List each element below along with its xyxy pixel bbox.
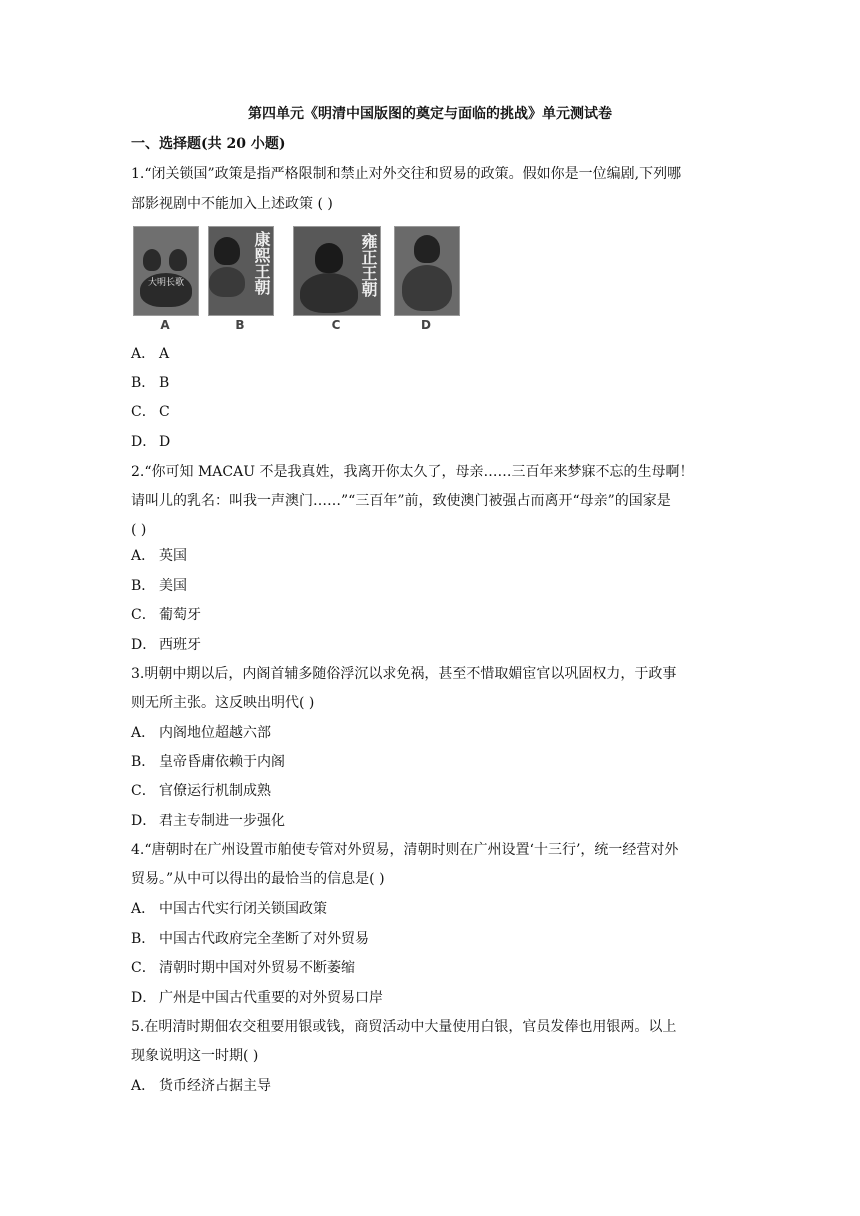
poster-b-label: B: [235, 318, 245, 332]
poster-d-label: D: [421, 318, 431, 332]
question-2-option-b[interactable]: B． 美国: [131, 578, 187, 594]
poster-c-label: C: [331, 318, 341, 332]
question-4-option-b[interactable]: B． 中国古代政府完全垄断了对外贸易: [131, 931, 369, 947]
poster-c-caption: 雍正王朝: [359, 233, 378, 297]
poster-a-caption: 大明长歌: [147, 278, 184, 288]
question-5-line-2: 现象说明这一时期( ): [131, 1048, 259, 1064]
question-1-option-b[interactable]: B． B: [131, 375, 170, 391]
question-2-line-3: ( ): [131, 522, 147, 538]
question-3-option-d[interactable]: D． 君主专制进一步强化: [131, 813, 285, 829]
poster-b-caption: 康熙王朝: [252, 231, 271, 295]
question-4-option-c[interactable]: C． 清朝时期中国对外贸易不断萎缩: [131, 960, 355, 976]
question-1-option-d[interactable]: D． D: [131, 434, 171, 450]
question-3-option-b[interactable]: B． 皇帝昏庸依赖于内阁: [131, 754, 285, 770]
question-3-line-2: 则无所主张。这反映出明代( ): [131, 695, 315, 711]
question-1-option-c[interactable]: C． C: [131, 404, 170, 420]
question-3-option-c[interactable]: C． 官僚运行机制成熟: [131, 783, 271, 799]
poster-b-image: [208, 226, 274, 316]
question-1-image-row: [133, 226, 463, 336]
question-5-line-1: 5.在明清时期佃农交租要用银或钱，商贸活动中大量使用白银，官员发俸也用银两。以上: [131, 1019, 677, 1035]
poster-c-image: [293, 226, 381, 316]
question-1-line-2: 部影视剧中不能加入上述政策 ( ): [131, 196, 333, 212]
poster-a-label: A: [160, 318, 170, 332]
question-4-line-2: 贸易。”从中可以得出的最恰当的信息是( ): [131, 871, 385, 887]
question-4-option-d[interactable]: D． 广州是中国古代重要的对外贸易口岸: [131, 990, 383, 1006]
section-heading: 一、选择题(共 20 小题): [131, 136, 286, 152]
question-3-line-1: 3.明朝中期以后，内阁首辅多随俗浮沉以求免祸，甚至不惜取媚宦官以巩固权力，于政事: [131, 666, 677, 682]
question-4-option-a[interactable]: A． 中国古代实行闭关锁国政策: [131, 901, 327, 917]
question-2-line-1: 2.“你可知 MACAU 不是我真姓，我离开你太久了，母亲……三百年来梦寐不忘的生母啊！: [131, 464, 694, 480]
question-2-line-2: 请叫儿的乳名：叫我一声澳门……”“三百年”前，致使澳门被强占而离开“母亲”的国家是: [131, 493, 671, 509]
question-2-option-a[interactable]: A． 英国: [131, 548, 187, 564]
question-1-line-1: 1.“闭关锁国”政策是指严格限制和禁止对外交往和贸易的政策。假如你是一位编剧,下列哪: [131, 166, 682, 182]
poster-a-image: [133, 226, 199, 316]
question-2-option-d[interactable]: D． 西班牙: [131, 637, 201, 653]
question-3-option-a[interactable]: A． 内阁地位超越六部: [131, 725, 271, 741]
question-2-option-c[interactable]: C． 葡萄牙: [131, 607, 201, 623]
page-title: 第四单元《明清中国版图的奠定与面临的挑战》单元测试卷: [248, 106, 612, 122]
question-1-option-a[interactable]: A． A: [131, 346, 170, 362]
question-5-option-a[interactable]: A． 货币经济占据主导: [131, 1078, 271, 1094]
poster-d-image: [394, 226, 460, 316]
question-4-line-1: 4.“唐朝时在广州设置市舶使专管对外贸易，清朝时则在广州设置‘十三行’，统一经营对外: [131, 842, 679, 858]
